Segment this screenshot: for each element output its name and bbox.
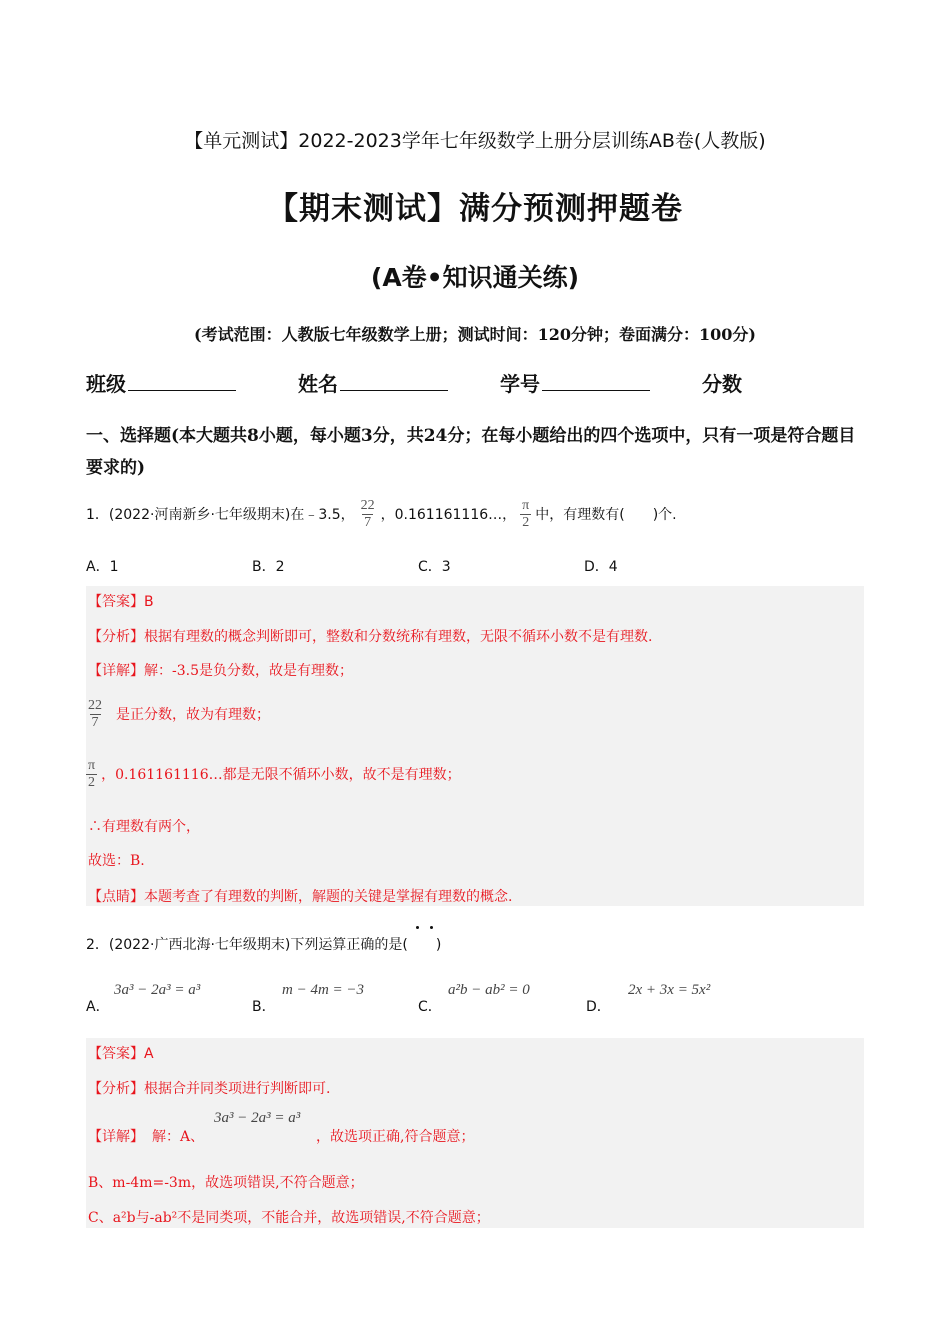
q1-detail-line-2 <box>86 694 270 734</box>
class-field <box>86 368 236 397</box>
q1-option-c <box>418 556 451 576</box>
fraction-pi-2 <box>86 758 97 791</box>
q1-prefix: 1．(2022·河南新乡·七年级期末)在﹣3.5， <box>86 507 355 523</box>
q1-analysis-line <box>88 626 652 646</box>
q1-detail-line-3 <box>86 754 461 794</box>
fraction-denominator: 2 <box>522 514 530 530</box>
answer-tag: 【答案】 <box>88 594 144 610</box>
q1-detail-line-4: ∴有理数有两个， <box>88 819 200 835</box>
option-letter: A． <box>86 999 110 1015</box>
analysis-text: 根据有理数的概念判断即可，整数和分数统称有理数，无限不循环小数不是有理数. <box>144 629 653 645</box>
q1-detail-line-1 <box>88 660 353 680</box>
detail-tag: 【详解】 <box>88 663 144 679</box>
student-id-blank[interactable] <box>542 372 650 391</box>
detail-tag: 【详解】 <box>88 1129 144 1145</box>
fraction-pi-2 <box>520 498 531 531</box>
fraction-22-7 <box>359 498 377 531</box>
option-letter: B． <box>252 999 276 1015</box>
analysis-tag: 【分析】 <box>88 1081 144 1097</box>
option-text: 3 <box>441 559 451 575</box>
q2-analysis-line <box>88 1078 330 1098</box>
score-field <box>702 368 742 397</box>
q2-answer-line <box>88 1043 154 1063</box>
q2-detail-line-c: C、a²b与-ab²不是同类项，不能合并，故选项错误,不符合题意； <box>88 1210 490 1226</box>
option-letter: D． <box>584 559 609 575</box>
answer-value: B <box>144 594 154 610</box>
detail-text: ，0.161161116…都是无限不循环小数，故不是有理数； <box>101 767 461 783</box>
comment-tag: 【点睛】 <box>88 889 144 905</box>
q1-option-d <box>584 556 618 576</box>
comment-text: 本题考查了有理数的判断，解题的关键是掌握有理数的概念. <box>144 889 513 905</box>
emphasis-dot <box>430 926 433 929</box>
option-letter: A． <box>86 559 110 575</box>
q1-option-a <box>86 556 119 576</box>
q2-detail-line-b: B、m-4m=-3m，故选项错误,不符合题意； <box>88 1175 364 1191</box>
option-formula: a²b − ab² = 0 <box>448 982 530 998</box>
exam-info: (考试范围：人教版七年级数学上册；测试时间：120分钟；卷面满分：100分) <box>194 325 756 344</box>
class-label: 班级 <box>86 372 126 396</box>
question-2-stem: 2．(2022·广西北海·七年级期末)下列运算正确的是( ) <box>86 937 442 953</box>
fraction-denominator: 7 <box>91 714 99 730</box>
q1-comment-line <box>88 886 512 906</box>
fraction-numerator: 22 <box>88 697 102 713</box>
answer-value: A <box>144 1046 154 1062</box>
answer-tag: 【答案】 <box>88 1046 144 1062</box>
detail-formula: 3a³ − 2a³ = a³ <box>214 1110 301 1126</box>
option-text: 4 <box>608 559 618 575</box>
class-blank[interactable] <box>128 372 236 391</box>
emphasis-dot <box>416 926 419 929</box>
q1-detail-line-5: 故选：B. <box>88 853 145 869</box>
detail-text: ，故选项正确,符合题意； <box>316 1129 475 1145</box>
detail-text: 是正分数，故为有理数； <box>116 707 270 723</box>
student-id-field <box>500 368 650 397</box>
q1-option-b <box>252 556 285 576</box>
option-text: 2 <box>275 559 285 575</box>
option-letter: D． <box>586 999 611 1015</box>
option-formula: m − 4m = −3 <box>282 982 365 998</box>
question-1-stem <box>86 494 866 534</box>
name-label: 姓名 <box>298 372 338 396</box>
q2-option-c <box>418 982 578 1018</box>
name-field <box>298 368 448 397</box>
q1-suffix: 中，有理数有( )个. <box>535 507 677 523</box>
section-heading: 一、选择题(本大题共8小题，每小题3分，共24分；在每小题给出的四个选项中，只有一项是符合题目要求的) <box>86 426 856 478</box>
option-text: 1 <box>109 559 119 575</box>
fraction-22-7 <box>86 698 104 731</box>
option-formula: 2x + 3x = 5x² <box>628 982 711 998</box>
option-letter: B． <box>252 559 276 575</box>
name-blank[interactable] <box>340 372 448 391</box>
fraction-numerator: π <box>88 757 96 773</box>
document-supertitle: 【单元测试】2022-2023学年七年级数学上册分层训练AB卷(人教版) <box>184 130 766 152</box>
option-letter: C． <box>418 559 442 575</box>
fraction-numerator: 22 <box>360 497 375 513</box>
fraction-numerator: π <box>522 497 530 513</box>
detail-text: 解：-3.5是负分数，故是有理数； <box>144 663 353 679</box>
detail-text: 解：A、 <box>152 1129 205 1145</box>
score-label: 分数 <box>702 372 742 396</box>
analysis-tag: 【分析】 <box>88 629 144 645</box>
student-id-label: 学号 <box>500 372 540 396</box>
document-title: 【期末测试】满分预测押题卷 <box>267 191 683 227</box>
q2-option-b <box>252 982 412 1018</box>
q2-option-a <box>86 982 246 1018</box>
q1-mid: ，0.161161116…， <box>380 507 517 523</box>
analysis-text: 根据合并同类项进行判断即可. <box>144 1081 331 1097</box>
fraction-denominator: 2 <box>88 774 96 790</box>
document-subtitle: (A卷•知识通关练) <box>370 263 580 292</box>
option-letter: C． <box>418 999 442 1015</box>
q1-answer-line <box>88 591 154 611</box>
q2-option-d <box>586 982 756 1018</box>
option-formula: 3a³ − 2a³ = a³ <box>114 982 201 998</box>
fraction-denominator: 7 <box>364 514 372 530</box>
